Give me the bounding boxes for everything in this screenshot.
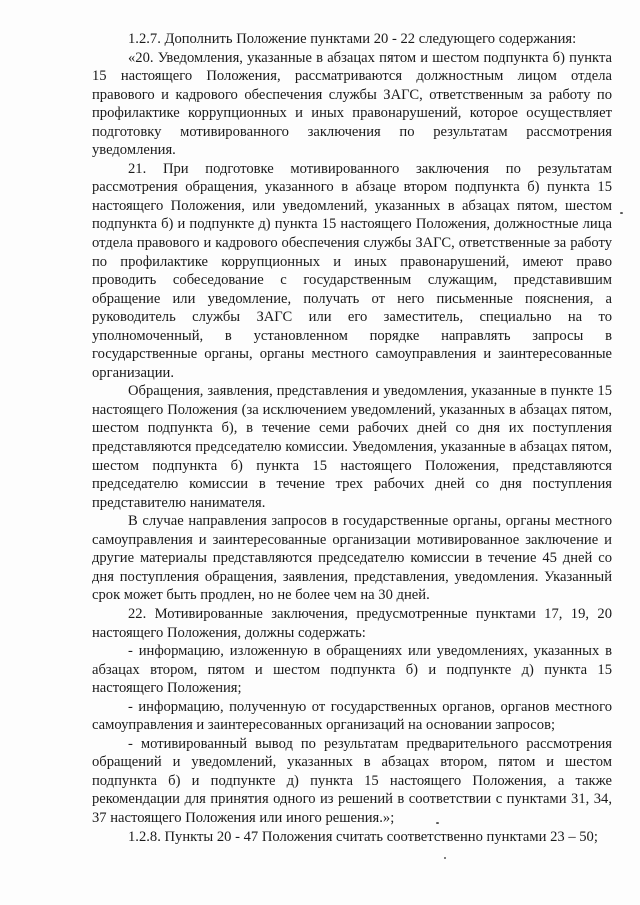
scan-speck [444,857,446,859]
scan-speck [620,212,623,214]
paragraph-requests: В случае направления запросов в государственные органы, органы местного самоуправления и заинтересованные организации мотивированное заключение и другие материалы представляются председателю комиссии в течение 45 дней со дня поступления обращения, заявления, представления, уведомления. Указанный срок может быть продлен, но не более чем на 30 дней. [92,513,612,604]
paragraph-item-20: «20. Уведомления, указанные в абзацах пятом и шестом подпункта б) пункта 15 настоящего Положения, рассматриваются должностным лицом отдела правового и кадрового обеспечения службы ЗАГС, ответственным за работу по профилактике коррупционных и иных правонарушений, которое осуществляет подготовку мотивированного заключения по результатам рассмотрения уведомления. [92,49,612,159]
list-item-motivated-conclusion: - мотивированный вывод по результатам предварительного рассмотрения обращений и уведомлений, указанных в абзацах втором, пятом и шестом подпункта б) и подпункте д) пункта 15 настоящего Положения, а также рекомендации для принятия одного из решений в соответствии с пунктами 31, 34, 37 настоящего Положения или иного решения.»; [92,735,612,826]
list-item-information: - информацию, изложенную в обращениях или уведомлениях, указанных в абзацах втором, пятом и шестом подпункта б) и подпункте д) пункта 15 настоящего Положения; [92,643,612,697]
scan-speck [436,822,439,824]
document-body [92,30,612,846]
list-item-received-information: - информацию, полученную от государственных органов, органов местного самоуправления и заинтересованных организаций на основании запросов; [92,698,612,734]
paragraph-1-2-7: 1.2.7. Дополнить Положение пунктами 20 - 22 следующего содержания: [128,31,577,47]
paragraph-appeals: Обращения, заявления, представления и уведомления, указанные в пункте 15 настоящего Положения (за исключением уведомлений, указанных в абзацах пятом, шестом подпункта б), в течение семи рабочих дней со дня их поступления представляются председателю комиссии. Уведомления, указанные в абзацах пятом, шестом подпункта б) пункта 15 настоящего Положения, представляются председателю комиссии в течение трех рабочих дней со дня поступления представителю нанимателя. [92,383,612,511]
paragraph-item-21: 21. При подготовке мотивированного заключения по результатам рассмотрения обращения, указанного в абзаце втором подпункта б) пункта 15 настоящего Положения, или уведомлений, указанных в абзацах пятом, шестом подпункта б) и подпункте д) пункта 15 настоящего Положения, должностные лица отдела правового и кадрового обеспечения службы ЗАГС, ответственные за работу по профилактике коррупционных и иных правонарушений, имеют право проводить собеседование с государственным служащим, представившим обращение или уведомление, получать от него письменные пояснения, а руководитель службы ЗАГС или его заместитель, специально на то уполномоченный, в установленном порядке направлять запросы в государственные органы, органы местного самоуправления и заинтересованные организации. [92,160,612,381]
paragraph-1-2-8: 1.2.8. Пункты 20 - 47 Положения считать соответственно пунктами 23 – 50; [128,828,598,845]
paragraph-item-22: 22. Мотивированные заключения, предусмотренные пунктами 17, 19, 20 настоящего Положения, должны содержать: [92,605,612,641]
